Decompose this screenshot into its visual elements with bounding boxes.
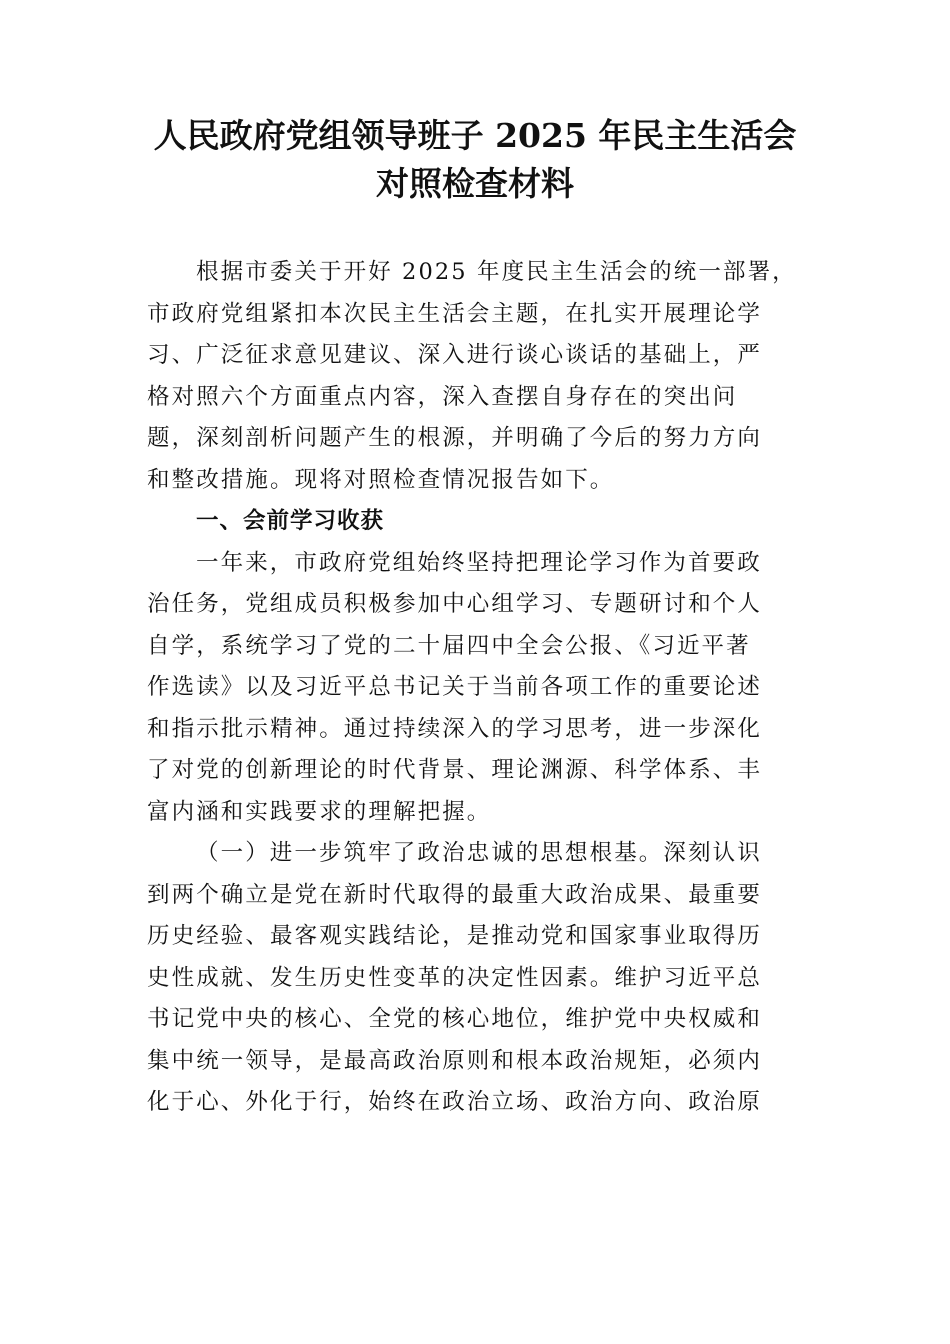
paragraph-1-line: 题，深刻剖析问题产生的根源，并明确了今后的努力方向: [147, 425, 763, 451]
title-line-1: 人民政府党组领导班子 2025 年民主生活会: [153, 116, 797, 155]
document-body: [147, 252, 807, 1124]
title-line-2: 对照检查材料: [376, 164, 574, 203]
paragraph-2-line: 一年来，市政府党组始终坚持把理论学习作为首要政: [196, 549, 762, 576]
paragraph-2-line: 和指示批示精神。通过持续深入的学习思考，进一步深化: [147, 715, 763, 742]
paragraph-2-line: 自学，系统学习了党的二十届四中全会公报、《习近平著: [147, 632, 751, 659]
document-title: [100, 112, 850, 208]
paragraph-1-line: 市政府党组紧扣本次民主生活会主题，在扎实开展理论学: [147, 300, 763, 327]
section-heading: 一、会前学习收获: [196, 508, 385, 534]
paragraph-1-line: 习、广泛征求意见建议、深入进行谈心谈话的基础上，严: [147, 342, 763, 368]
paragraph-3-line: 书记党中央的核心、全党的核心地位，维护党中央权威和: [147, 1006, 763, 1032]
paragraph-3-line: 到两个确立是党在新时代取得的最重大政治成果、最重要: [147, 881, 763, 908]
paragraph-3-line: 化于心、外化于行，始终在政治立场、政治方向、政治原: [147, 1089, 763, 1115]
paragraph-1-line: 和整改措施。现将对照检查情况报告如下。: [147, 466, 615, 493]
paragraph-3-line: （一）进一步筑牢了政治忠诚的思想根基。深刻认识: [196, 840, 762, 866]
paragraph-1-line: 根据市委关于开好 2025 年度民主生活会的统一部署，: [196, 259, 797, 285]
paragraph-2-line: 作选读》以及习近平总书记关于当前各项工作的重要论述: [147, 674, 763, 700]
paragraph-3-line: 集中统一领导，是最高政治原则和根本政治规矩，必须内: [147, 1047, 763, 1074]
paragraph-2-line: 治任务，党组成员积极参加中心组学习、专题研讨和个人: [147, 591, 763, 617]
paragraph-2-line: 了对党的创新理论的时代背景、理论渊源、科学体系、丰: [147, 757, 763, 783]
paragraph-3-line: 历史经验、最客观实践结论，是推动党和国家事业取得历: [147, 923, 763, 949]
paragraph-2-line: 富内涵和实践要求的理解把握。: [147, 798, 492, 825]
paragraph-1-line: 格对照六个方面重点内容，深入查摆自身存在的突出问: [147, 383, 738, 410]
paragraph-3-line: 史性成就、发生历史性变革的决定性因素。维护习近平总: [147, 964, 763, 991]
